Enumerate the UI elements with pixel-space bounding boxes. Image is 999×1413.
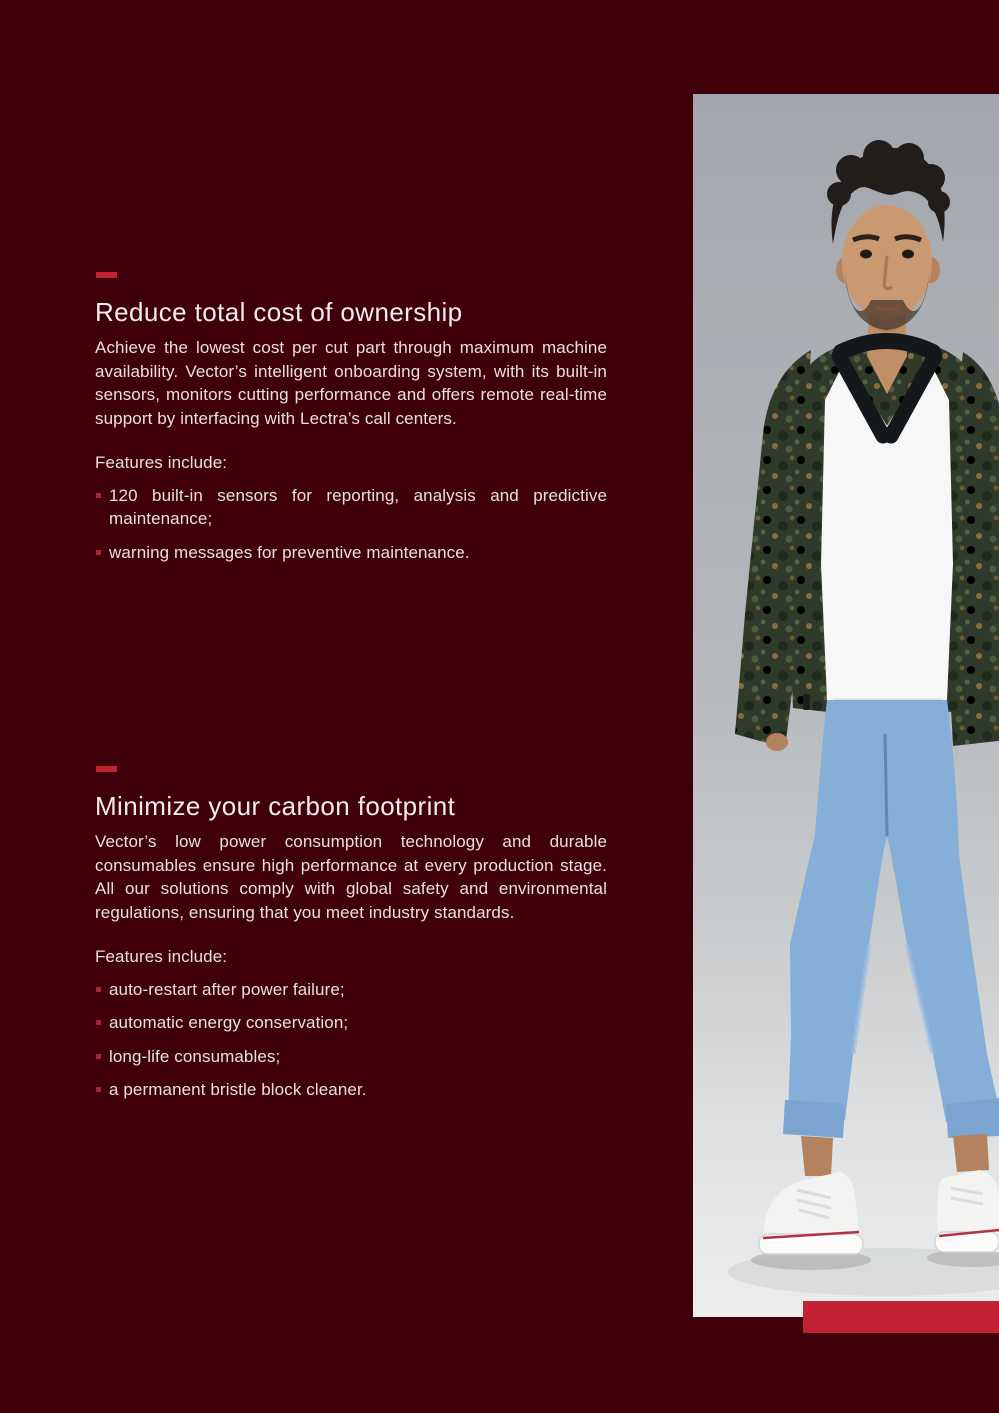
red-accent-bar <box>803 1301 999 1333</box>
list-item <box>95 1045 607 1069</box>
features-list <box>95 484 607 565</box>
bullet-square-icon <box>96 550 101 555</box>
section-heading: Reduce total cost of ownership <box>95 297 463 327</box>
section-body: Achieve the lowest cost per cut part through maximum machine availability. Vector’s intelligent onboarding system, with its built-in sensors, monitors cutting performance and offers remote real-time support by interfacing with Lectra’s call centers. <box>95 338 607 428</box>
bullet-square-icon <box>96 493 101 498</box>
list-item <box>95 978 607 1002</box>
bullet-square-icon <box>96 987 101 992</box>
list-item <box>95 1078 607 1102</box>
bullet-square-icon <box>96 1054 101 1059</box>
list-item <box>95 541 607 565</box>
list-item <box>95 1011 607 1035</box>
section-carbon-footprint <box>95 766 607 1102</box>
section-accent-dash <box>96 766 117 772</box>
features-label: Features include: <box>95 947 228 966</box>
list-item-text: 120 built-in sensors for reporting, analysis and predictive maintenance; <box>109 485 607 528</box>
bullet-square-icon <box>96 1087 101 1092</box>
list-item <box>95 484 607 531</box>
features-list <box>95 978 607 1102</box>
list-item-text: automatic energy conservation; <box>109 1013 349 1032</box>
section-accent-dash <box>96 272 117 278</box>
features-label: Features include: <box>95 453 228 472</box>
list-item-text: long-life consumables; <box>109 1046 281 1066</box>
section-reduce-cost <box>95 272 607 564</box>
section-heading: Minimize your carbon footprint <box>95 791 456 821</box>
list-item-text: auto-restart after power failure; <box>109 979 345 999</box>
bullet-square-icon <box>96 1020 101 1025</box>
list-item-text: a permanent bristle block cleaner. <box>109 1080 367 1099</box>
model-photo <box>693 94 999 1317</box>
list-item-text: warning messages for preventive maintenance. <box>109 542 470 562</box>
section-body: Vector’s low power consumption technology and durable consumables ensure high performance at every production stage. All our solutions comply with global safety and environmental regulations, ensuring that you meet industry standards. <box>95 832 607 922</box>
model-photo-illustration <box>693 94 999 1317</box>
